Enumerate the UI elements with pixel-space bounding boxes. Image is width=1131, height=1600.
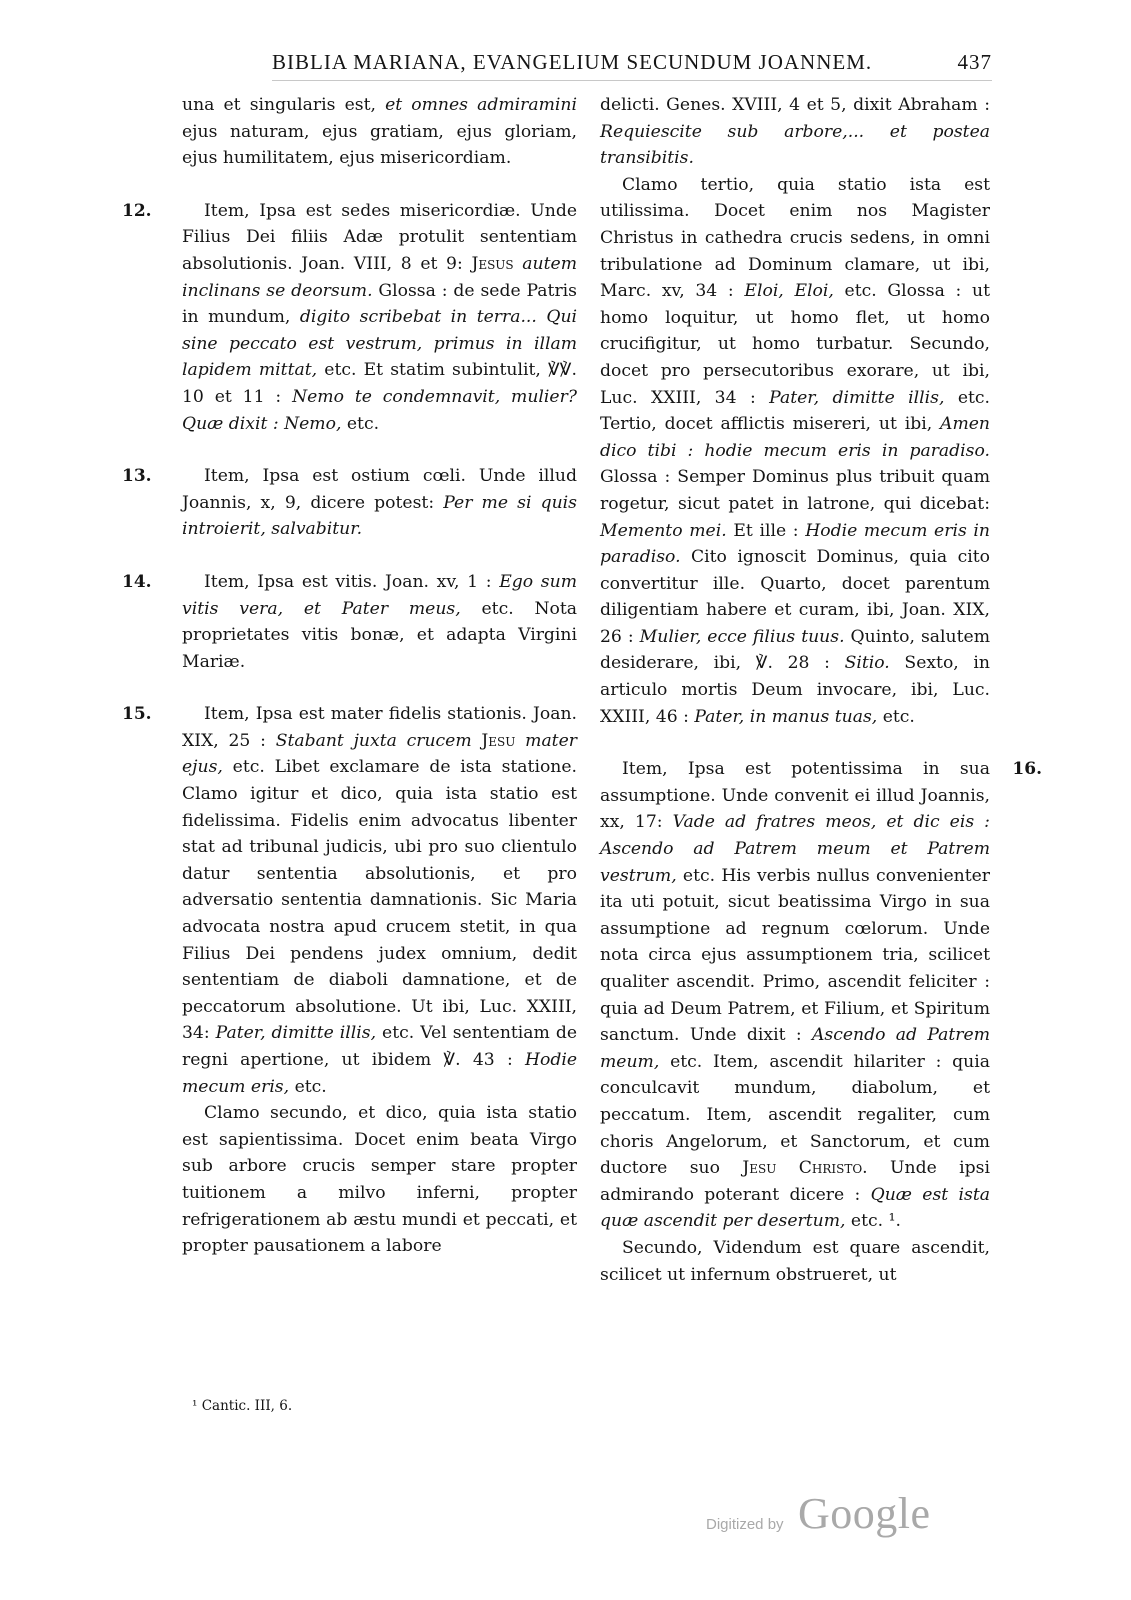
digitized-watermark bbox=[706, 1488, 946, 1548]
text-span: etc. Item, ascendit hilariter : quia conculcavit mundum, diabolum, et peccatum. Item, ascendit regaliter, cum choris Angelorum, et Sanctorum, et cum ductore suo bbox=[600, 1051, 990, 1179]
paragraph-16 bbox=[600, 756, 1042, 1235]
text-span: etc. Nota proprietates vitis bonæ, et adapta Virgini Mariæ. bbox=[182, 598, 577, 672]
paragraph-13 bbox=[122, 463, 577, 543]
paragraph bbox=[182, 1100, 577, 1260]
italic-span: Sitio. bbox=[844, 653, 890, 674]
text-span: Cito ignoscit Dominus, quia cito convertitur ille. Quarto, docet parentum diligentiam habere et curam, ibi, Joan. XIX, 26 : bbox=[600, 547, 990, 647]
text-span: etc. bbox=[289, 1076, 327, 1097]
paragraph-number: 12. bbox=[122, 200, 152, 221]
text-span: Et ille : bbox=[726, 520, 806, 541]
text-span: Glossa : de sede Patris in mundum, bbox=[182, 280, 577, 328]
google-logo: Google bbox=[798, 1489, 931, 1538]
left-column bbox=[122, 92, 578, 1260]
italic-span: Per me si quis introierit, salvabitur. bbox=[182, 492, 577, 540]
text-span bbox=[472, 731, 482, 751]
text-span: Unde ipsi admirando poterant dicere : bbox=[600, 1158, 990, 1205]
text-span: etc. Glossa : ut homo loquitur, ut homo flet, ut homo crucifigitur, ut homo turbatur. Secundo, docet pro persecutoribus exorare, ut ibi, Luc. XXIII, 34 : bbox=[600, 281, 990, 408]
text-span: Secundo, Videndum est quare ascendit, scilicet ut infernum obstrueret, ut bbox=[600, 1237, 990, 1285]
page-header bbox=[272, 50, 992, 81]
paragraph bbox=[600, 172, 990, 730]
text-span: Item, Ipsa est potentissima in sua assumptione. Unde convenit ei illud Joannis, xx, 17: bbox=[600, 759, 990, 833]
small-caps-span: Jesus bbox=[471, 253, 514, 274]
italic-span: Vade ad fratres meos, et dic eis : Ascendo ad Patrem meum et Patrem vestrum, bbox=[600, 812, 990, 886]
italic-span: Quæ est ista quæ ascendit per desertum, bbox=[600, 1184, 990, 1232]
watermark-text: Digitized by bbox=[706, 1516, 784, 1533]
text-span: etc. bbox=[877, 706, 915, 727]
italic-span: autem inclinans se deorsum. bbox=[182, 253, 577, 301]
paragraph-14 bbox=[122, 569, 577, 675]
text-span: etc. Libet exclamare de ista statione. Clamo igitur et dico, quia ista statio est fidelissima. Fidelis enim advocatus libenter stat ad tribunal judicis, ubi pro suo clientulo datur sententia absolutionis, et pro adversatio sententia damnationis. Sic Maria advocata nostra apud crucem stetit, in qua Filius Dei pendens judex omnium, dedit sententiam de diaboli damnatione, et de peccatorum absolutione. Ut ibi, Luc. XXIII, 34: bbox=[182, 757, 577, 1044]
text-span: Item, Ipsa est ostium cœli. Unde illud Joannis, x, 9, dicere potest: bbox=[182, 466, 577, 513]
paragraph-number: 14. bbox=[122, 571, 152, 592]
text-span: etc. Tertio, docet afflictis misereri, ut ibi, bbox=[600, 387, 990, 435]
italic-span: Ascendo ad Patrem meum, bbox=[600, 1025, 990, 1072]
paragraph bbox=[600, 92, 990, 172]
text-span: etc. ¹. bbox=[845, 1211, 901, 1232]
italic-span: digito scribebat in terra... Qui sine peccato est vestrum, primus in illam lapidem mittat, bbox=[182, 307, 578, 381]
text-span: Glossa : Semper Dominus plus tribuit quam rogetur, sicut patet in latrone, qui dicebat: bbox=[600, 467, 990, 514]
text-span: ejus naturam, ejus gratiam, ejus gloriam, ejus humilitatem, ejus misericordiam. bbox=[182, 121, 577, 169]
text-span: Clamo tertio, quia statio ista est utilissima. Docet enim nos Magister Christus in cathedra crucis sedens, in omni tribulatione ad Dominum clamare, ut ibi, Marc. xv, 34 : bbox=[600, 174, 990, 302]
text-span: Quinto, salutem desiderare, ibi, ℣. 28 : bbox=[600, 626, 990, 674]
text-span: etc. His verbis nullus convenienter ita uti potuit, sicut beatissima Virgo in sua assumptione ad regnum cœlorum. Unde nota circa ejus assumptionem tria, scilicet qualiter ascendit. Primo, ascendit feliciter : quia ad Deum Patrem, et Filium, et Spiritum sanctum. Unde dixit : bbox=[600, 865, 990, 1046]
italic-span: Hodie mecum eris, bbox=[182, 1050, 577, 1097]
text-span: etc. bbox=[341, 413, 380, 434]
text-span bbox=[515, 731, 525, 751]
italic-span: Pater, dimitte illis, bbox=[769, 387, 945, 408]
italic-span: et omnes admiramini bbox=[385, 95, 577, 115]
italic-span: Ego sum vitis vera, et Pater meus, bbox=[182, 571, 577, 619]
italic-span: Pater, in manus tuas, bbox=[694, 706, 878, 727]
italic-span: Pater, dimitte illis, bbox=[215, 1023, 377, 1044]
small-caps-span: Jesu bbox=[481, 730, 516, 751]
text-span: delicti. Genes. XVIII, 4 et 5, dixit Abraham : bbox=[600, 95, 990, 115]
text-span: etc. Et statim subintulit, ℣℣. 10 et 11 : bbox=[182, 360, 577, 407]
italic-span: Eloi, Eloi, bbox=[744, 281, 834, 302]
small-caps-span: Jesu Christo. bbox=[742, 1158, 868, 1179]
text-span: etc. Vel sententiam de regni apertione, ut ibidem ℣. 43 : bbox=[182, 1023, 578, 1070]
right-column bbox=[600, 92, 1042, 1288]
paragraph bbox=[182, 92, 577, 172]
text-span: Item, Ipsa est sedes misericordiæ. Unde Filius Dei filiis Adæ protulit sententiam absolutionis. Joan. VIII, 8 et 9: bbox=[182, 200, 577, 274]
italic-span: mater ejus, bbox=[182, 730, 577, 778]
paragraph bbox=[600, 1235, 990, 1288]
italic-span: Amen dico tibi : hodie mecum eris in paradiso. bbox=[600, 414, 990, 461]
text-span bbox=[514, 254, 523, 274]
italic-span: Hodie mecum eris in paradiso. bbox=[600, 520, 990, 568]
italic-span: Mulier, ecce filius tuus. bbox=[639, 626, 845, 647]
italic-span: Requiescite sub arbore,... et postea transibitis. bbox=[600, 121, 990, 169]
paragraph-15 bbox=[122, 701, 578, 1100]
footnote: ¹ Cantic. III, 6. bbox=[192, 1398, 293, 1414]
text-span: Sexto, in articulo mortis Deum invocare, ibi, Luc. XXIII, 46 : bbox=[600, 653, 990, 727]
text-span: una et singularis est, bbox=[182, 95, 386, 115]
page-number: 437 bbox=[957, 50, 992, 74]
text-span: Clamo secundo, et dico, quia ista statio est sapientissima. Docet enim beata Virgo sub arbore crucis semper stare propter tuitionem a milvo inferni, propter refrigerationem ab æstu mundi et peccati, et propter pausationem a labore bbox=[182, 1103, 577, 1257]
italic-span: Nemo te condemnavit, mulier? Quæ dixit : Nemo, bbox=[182, 386, 578, 434]
text-span: Item, Ipsa est mater fidelis stationis. Joan. XIX, 25 : bbox=[182, 704, 577, 751]
italic-span: Memento mei. bbox=[600, 520, 727, 541]
italic-span: Stabant juxta crucem bbox=[275, 730, 472, 751]
paragraph-number: 13. bbox=[122, 466, 152, 487]
paragraph-number: 16. bbox=[1012, 759, 1042, 780]
running-title: BIBLIA MARIANA, EVANGELIUM SECUNDUM JOANNEM. bbox=[272, 50, 873, 74]
text-span: Item, Ipsa est vitis. Joan. xv, 1 : bbox=[204, 571, 500, 592]
paragraph-12 bbox=[122, 198, 578, 437]
paragraph-number: 15. bbox=[122, 704, 152, 725]
